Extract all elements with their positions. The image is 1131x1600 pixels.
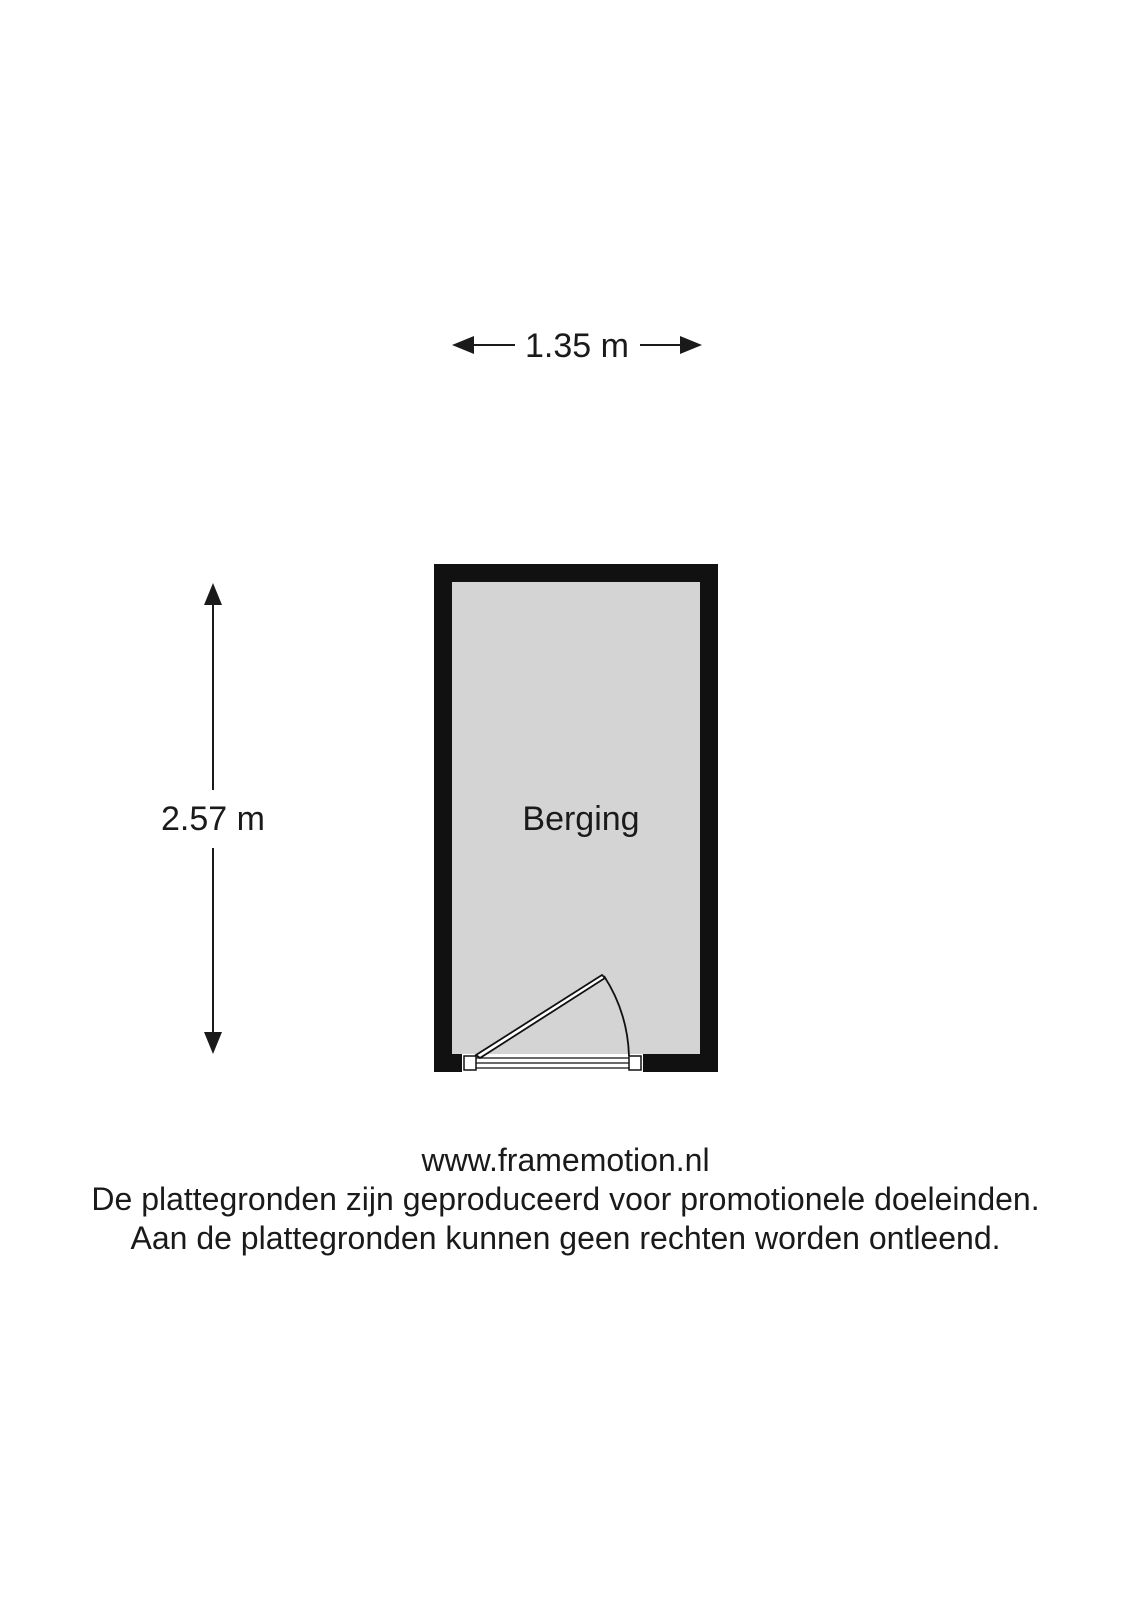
door-jamb-left (464, 1056, 476, 1070)
room-berging (434, 564, 718, 1072)
footer-disclaimer-line1: De plattegronden zijn geproduceerd voor promotionele doeleinden. (91, 1181, 1040, 1217)
door-jamb-right (629, 1056, 641, 1070)
height-dimension-label: 2.57 m (161, 800, 265, 838)
width-dimension-label: 1.35 m (525, 327, 629, 365)
room-label: Berging (522, 800, 640, 838)
width-dimension (452, 327, 702, 365)
footer-website: www.framemotion.nl (421, 1142, 710, 1178)
height-arrow-up-icon (204, 583, 222, 605)
height-dimension (161, 583, 265, 1054)
footer (0, 1141, 1131, 1258)
width-arrow-left-icon (452, 336, 474, 354)
height-arrow-down-icon (204, 1032, 222, 1054)
width-arrow-right-icon (680, 336, 702, 354)
footer-disclaimer-line2: Aan de plattegronden kunnen geen rechten worden ontleend. (130, 1220, 1001, 1256)
